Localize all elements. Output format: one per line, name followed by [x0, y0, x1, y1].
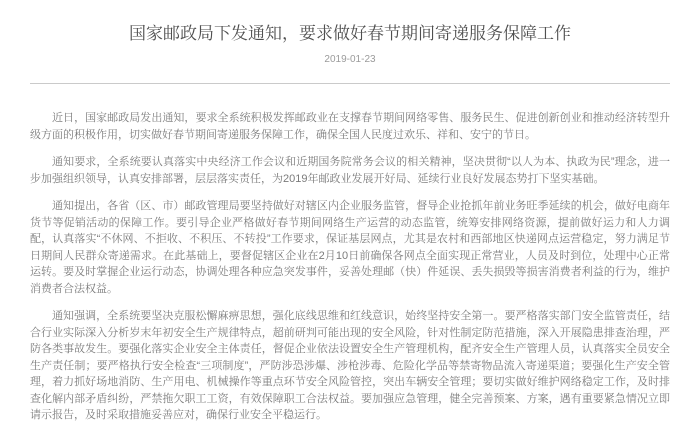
paragraph-4: 通知强调，全系统要坚决克服松懈麻痹思想，强化底线思维和红线意识，始终坚持安全第一。要严格落实部门安全监管责任，结合行业实际深入分析岁末年初安全生产规律特点，超前研判可能出现的安全风险，针对性制定防范措施，深入开展隐患排查治理，严防各类事故发生。要强化落实企业安全主体责任，督促企业依法设置安全生产管理机构，配齐安全生产管理人员，认真落实全员安全生产责任制；要严格执行安全检查“三项制度”，严防涉恐涉爆、涉枪涉毒、危险化学品等禁寄物品流入寄递渠道；要强化生产安全管理，着力抓好场地消防、生产用电、机械操作等重点环节安全风险管控，突出车辆安全管理；要切实做好维护网络稳定工作，及时排查化解内部矛盾纠纷，严禁拖欠职工工资，有效保障职工合法权益。要加强应急管理，健全完善预案、方案，遇有重要紧急情况立即请示报告，及时采取措施妥善应对，确保行业安全平稳运行。	[30, 310, 670, 421]
article-body	[30, 110, 670, 424]
article-title: 国家邮政局下发通知，要求做好春节期间寄递服务保障工作	[129, 24, 571, 43]
paragraph-2: 通知要求，全系统要认真落实中央经济工作会议和近期国务院常务会议的相关精神，坚决贯彻“以人为本、执政为民”理念，进一步加强组织领导，认真安排部署，层层落实责任，为2019年邮政业发展开好局、延续行业良好发展态势打下坚实基础。	[30, 156, 670, 185]
publish-date: 2019-01-23	[324, 54, 376, 65]
title-divider	[30, 83, 670, 84]
paragraph-1: 近日，国家邮政局发出通知，要求全系统积极发挥邮政业在支撑春节期间网络零售、服务民生、促进创新创业和推动经济转型升级方面的积极作用，切实做好春节期间寄递服务保障工作，确保全国人民度过欢乐、祥和、安宁的节日。	[30, 112, 670, 141]
paragraph-3: 通知提出，各省（区、市）邮政管理局要坚持做好对辖区内企业服务监管，督导企业抢抓年前业务旺季延续的机会，做好电商年货节等促销活动的保障工作。要引导企业严格做好春节期间网络生产运营的动态监管，统筹安排网络资源，提前做好运力和人力调配，认真落实“不休网、不拒收、不积压、不转投”工作要求，保证基层网点，尤其是农村和西部地区快递网点运营稳定，努力满足节日期间人民群众寄递需求。在此基础上，要督促辖区企业在2月10日前确保各网点全面实现正常营业，人员及时到位，处理中心正常运转。要及时掌握企业运行动态，协调处理各种应急突发事件，妥善处理邮（快）件延误、丢失损毁等损害消费者利益的行为，维护消费者合法权益。	[30, 200, 670, 295]
article-page	[30, 22, 670, 424]
